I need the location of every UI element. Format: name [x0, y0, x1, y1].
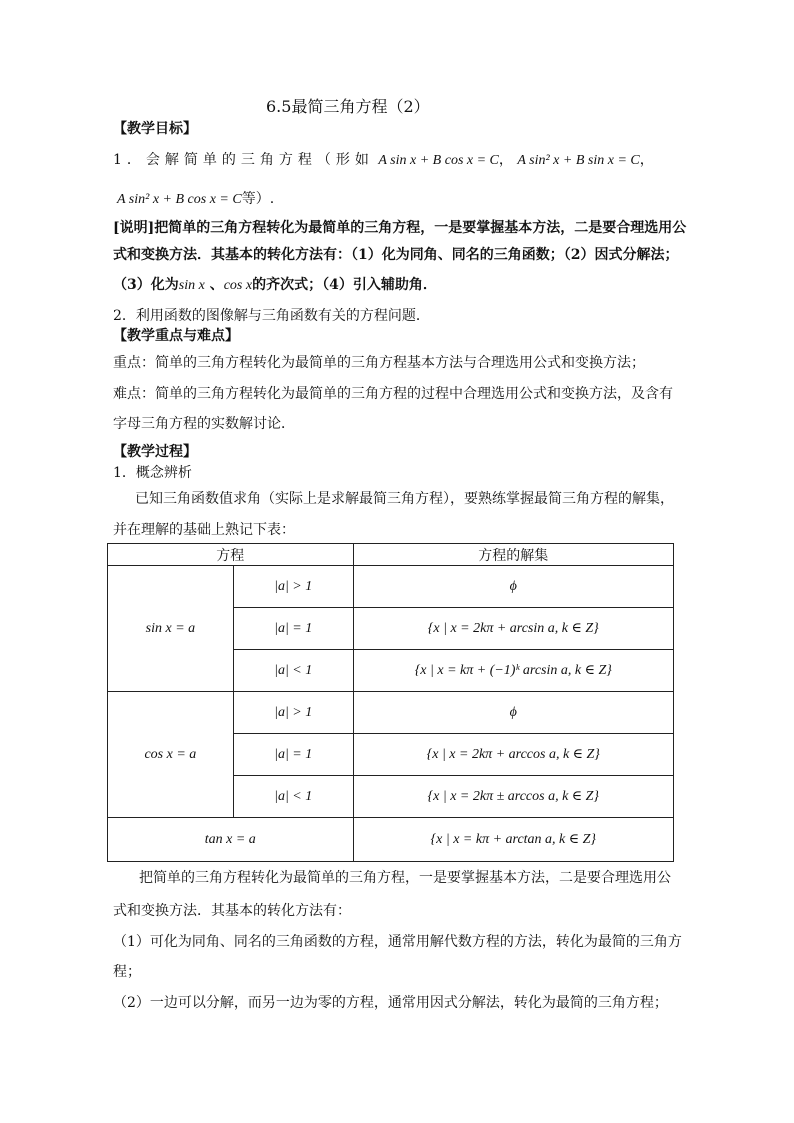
sin-equation-cell: sin x = a [108, 566, 234, 692]
cos-cond-eq: |a| = 1 [233, 734, 353, 776]
objective-1-sep: ， [498, 152, 513, 168]
table-header-equation: 方程 [108, 544, 354, 566]
cos-sol-eq: {x | x = 2kπ + arccos a, k ∈ Z} [353, 734, 673, 776]
objective-1 [113, 151, 654, 170]
after-paragraph-2: 式和变换方法．其基本的转化方法有： [113, 903, 351, 919]
note-line-2: 式和变换方法．其基本的转化方法有：（1）化为同角、同名的三角函数；（2）因式分解法； [113, 247, 679, 263]
section-key-points-heading: 【教学重点与难点】 [113, 328, 239, 344]
method-1-line-1: （1）可化为同角、同名的三角函数的方程，通常用解代数方程的方法，转化为最简的三角方 [113, 934, 682, 950]
objective-1-sep2: ， [639, 152, 654, 168]
note-sin-x: sin x [178, 278, 205, 293]
sin-sol-eq: {x | x = 2kπ + arcsin a, k ∈ Z} [353, 608, 673, 650]
formula-2: A sin² x + B sin x = C [517, 153, 640, 168]
sin-cond-lt: |a| < 1 [233, 650, 353, 692]
sin-cond-gt: |a| > 1 [233, 566, 353, 608]
sin-sol-lt: {x | x = kπ + (−1)ᵏ arcsin a, k ∈ Z} [353, 650, 673, 692]
focus-text: 重点：简单的三角方程转化为最简单的三角方程基本方法与合理选用公式和变换方法； [113, 355, 645, 371]
note-line-3-a: （3）化为 [113, 277, 179, 293]
note-line-1: [说明]把简单的三角方程转化为最简单的三角方程，一是要掌握基本方法，二是要合理选用公 [113, 220, 687, 236]
concept-paragraph-1: 已知三角函数值求角（实际上是求解最简三角方程），要熟练掌握最简三角方程的解集， [135, 491, 674, 507]
section-process-heading: 【教学过程】 [113, 444, 197, 460]
cos-sol-empty: ϕ [353, 692, 673, 734]
objective-2: 2．利用函数的图像解与三角函数有关的方程问题． [113, 308, 430, 324]
concept-heading: 1．概念辨析 [113, 465, 192, 481]
objective-1-text: 1．会解简单的三角方程（形如 [113, 152, 374, 168]
sin-cond-eq: |a| = 1 [233, 608, 353, 650]
formula-3: A sin² x + B cos x = C [117, 192, 242, 207]
note-line-3 [113, 276, 437, 295]
concept-paragraph-2: 并在理解的基础上熟记下表： [113, 522, 295, 538]
difficulty-text-1: 难点：简单的三角方程转化为最简单的三角方程的过程中合理选用公式和变换方法，及含有 [113, 386, 673, 402]
cos-sol-lt: {x | x = 2kπ ± arccos a, k ∈ Z} [353, 776, 673, 818]
note-line-3-c: 的齐次式；（4）引入辅助角． [252, 277, 437, 293]
section-objectives-heading: 【教学目标】 [113, 121, 197, 137]
formula-1: A sin x + B cos x = C [378, 153, 499, 168]
note-cos-x: cos x [223, 278, 253, 293]
cos-cond-lt: |a| < 1 [233, 776, 353, 818]
tan-equation-cell: tan x = a [108, 818, 354, 862]
objective-1-cont [117, 190, 274, 209]
cos-equation-cell: cos x = a [108, 692, 234, 818]
method-2: （2）一边可以分解，而另一边为零的方程，通常用因式分解法，转化为最简的三角方程； [113, 995, 668, 1011]
difficulty-text-2: 字母三角方程的实数解讨论． [113, 416, 295, 432]
note-line-3-b: 、 [209, 277, 224, 293]
after-paragraph-1: 把简单的三角方程转化为最简单的三角方程，一是要掌握基本方法，二是要合理选用公 [139, 870, 671, 886]
tan-sol: {x | x = kπ + arctan a, k ∈ Z} [353, 818, 673, 862]
objective-1-tail: 等）. [241, 191, 275, 207]
page-title: 6.5最简三角方程（2） [266, 97, 430, 116]
cos-cond-gt: |a| > 1 [233, 692, 353, 734]
table-header-solution: 方程的解集 [353, 544, 673, 566]
method-1-line-2: 程； [113, 964, 141, 980]
solution-table [107, 543, 674, 862]
sin-sol-empty: ϕ [353, 566, 673, 608]
